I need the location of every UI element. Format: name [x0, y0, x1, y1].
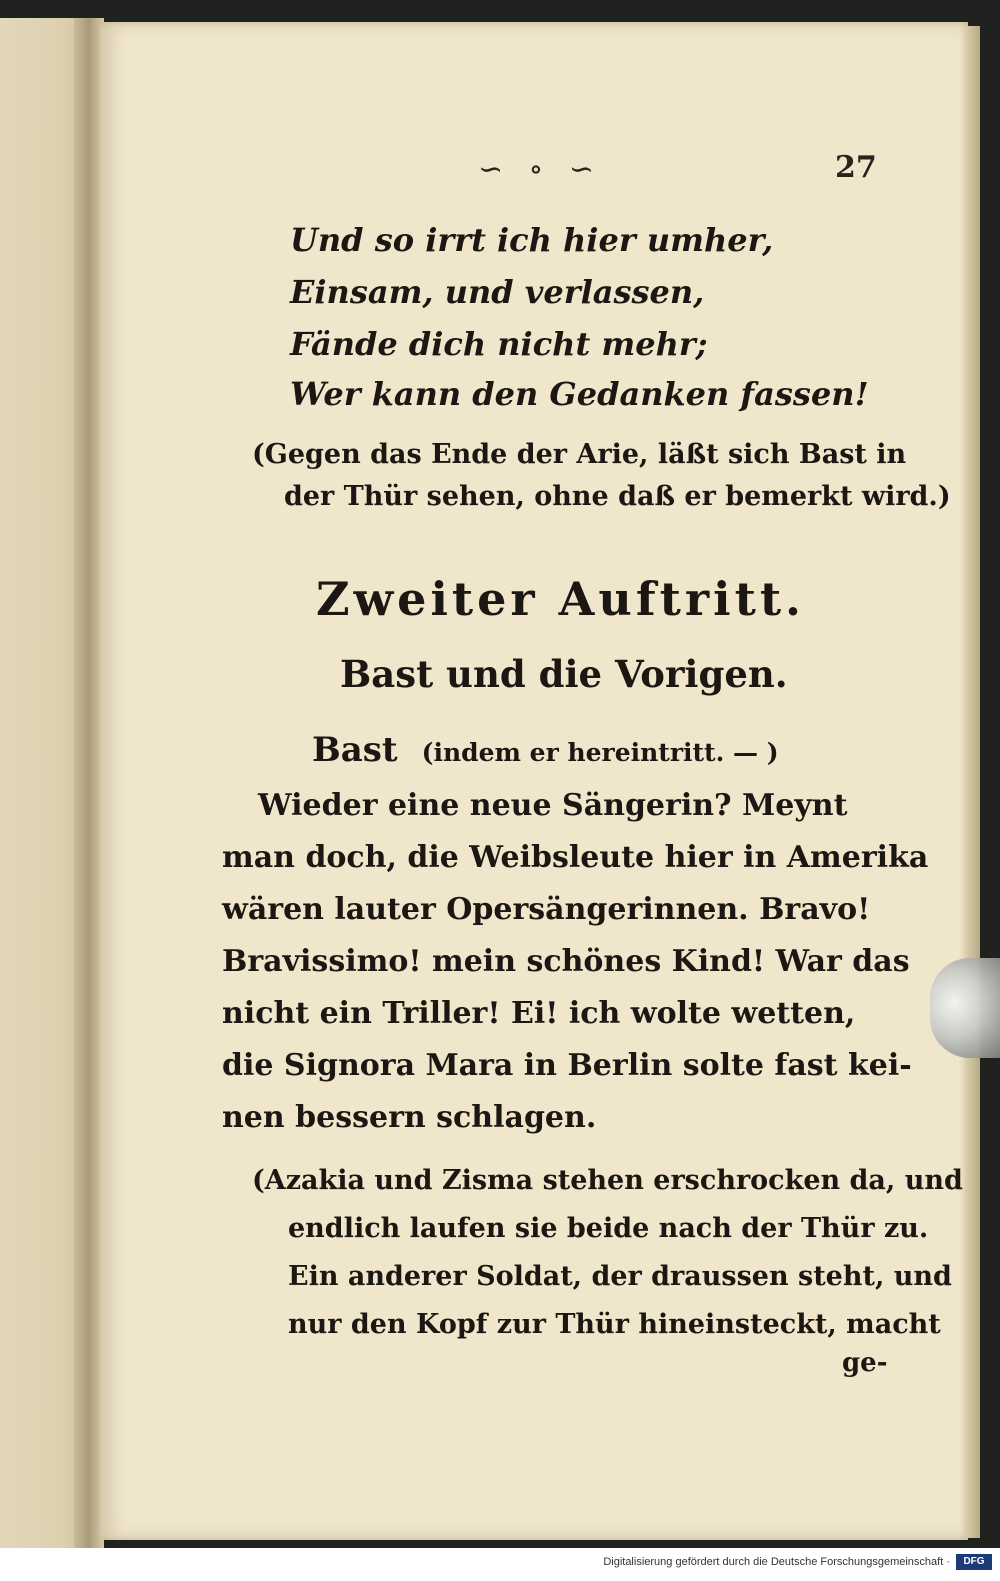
page-marker-tab [930, 958, 1000, 1058]
footer-credit: Digitalisierung gefördert durch die Deutsche Forschungsgemeinschaft · [603, 1556, 950, 1568]
stage-direction-line: Ein anderer Soldat, der draussen steht, und [288, 1261, 952, 1292]
verse-line-4: Wer kann den Gedanken fassen! [290, 375, 869, 413]
page-fore-edge [966, 26, 980, 1538]
dfg-logo: DFG [956, 1554, 992, 1570]
speech-line: man doch, die Weibsleute hier in Amerika [222, 840, 929, 875]
speech-line: Wieder eine neue Sängerin? Meynt [258, 788, 848, 823]
speaker-direction: (indem er hereintritt. — ) [421, 738, 779, 767]
header-ornament: ∽ ∘ ∽ [477, 152, 603, 187]
verse-line-3: Fände dich nicht mehr; [290, 325, 708, 363]
stage-direction-line: der Thür sehen, ohne daß er bemerkt wird.) [284, 481, 951, 512]
speech-line: nicht ein Triller! Ei! ich wolte wetten, [222, 996, 856, 1031]
scene-subtitle: Bast und die Vorigen. [340, 652, 788, 696]
catchword: ge- [842, 1348, 888, 1378]
verse-line-1: Und so irrt ich hier umher, [290, 221, 774, 259]
speaker-line [312, 730, 779, 770]
stage-direction-line: nur den Kopf zur Thür hineinsteckt, macht [288, 1309, 941, 1340]
stage-direction-line: (Azakia und Zisma stehen erschrocken da, und [252, 1165, 963, 1196]
stage-direction-line: (Gegen das Ende der Arie, läßt sich Bast in [252, 439, 907, 470]
stage-direction-line: endlich laufen sie beide nach der Thür zu. [288, 1213, 929, 1244]
scene-title: Zweiter Auftritt. [316, 572, 806, 626]
verse-line-2: Einsam, und verlassen, [290, 273, 705, 311]
speaker-name: Bast [312, 730, 398, 770]
footer-bar [0, 1548, 1000, 1581]
speech-line: die Signora Mara in Berlin solte fast kei- [222, 1048, 912, 1083]
speech-line: nen bessern schlagen. [222, 1100, 597, 1135]
speech-line: wären lauter Opersängerinnen. Bravo! [222, 892, 871, 927]
page-number: 27 [835, 150, 877, 185]
speech-line: Bravissimo! mein schönes Kind! War das [222, 944, 910, 979]
